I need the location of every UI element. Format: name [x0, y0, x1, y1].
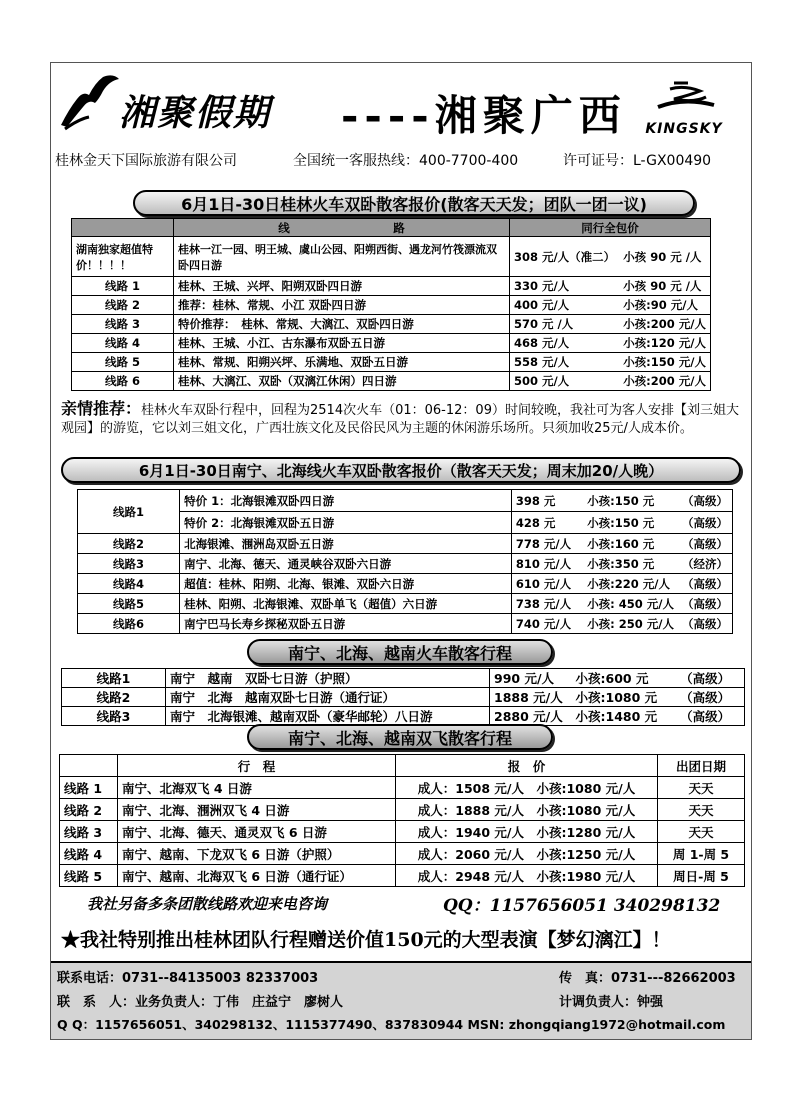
section3-row-grade: （高级） [676, 707, 744, 726]
section4-row-price: 成人：2060 元/人 小孩:1250 元/人 [396, 843, 658, 865]
section3-row-adult: 990 元/人 [490, 669, 572, 688]
company-info-line [51, 149, 751, 171]
section3-row-label: 线路3 [62, 707, 166, 726]
section2-row-adult: 610 元/人 [511, 574, 583, 594]
special-promo: ★我社特别推出桂林团队行程赠送价值150元的大型表演【梦幻漓江】！ [61, 929, 671, 951]
section2-row-adult: 778 元/人 [511, 534, 583, 554]
section2-row-route: 南宁、北海、德天、通灵峡谷双卧六日游 [180, 554, 512, 574]
section2-title: 6月1日-30日南宁、北海线火车双卧散客报价（散客天天发；周末加20/人晚） [61, 457, 741, 483]
section4-row-date: 周 1-周 5 [658, 843, 745, 865]
footer [51, 961, 751, 1039]
section4-row-route: 南宁、越南、下龙双飞 6 日游（护照） [118, 843, 396, 865]
section2-row-grade: （高级） [678, 490, 733, 512]
section2-row-child: 小孩:350 元 [583, 554, 678, 574]
section3-row-route: 南宁 越南 双卧七日游（护照） [166, 669, 490, 688]
section4-row-date: 天天 [658, 799, 745, 821]
section1-header-blank [72, 219, 174, 237]
section1-row-label: 线路 2 [72, 296, 174, 315]
section3-row-route: 南宁 北海银滩、越南双卧（豪华邮轮）八日游 [166, 707, 490, 726]
section2-row-label: 线路4 [78, 574, 180, 594]
header [51, 63, 751, 149]
section2-row-route: 超值：桂林、阳朔、北海、银滩、双卧六日游 [180, 574, 512, 594]
section4-row-route: 南宁、北海、德天、通灵双飞 6 日游 [118, 821, 396, 843]
section1-row-adult: 558 元/人 [509, 353, 619, 372]
section2-row-child: 小孩: 250 元/人 [583, 614, 678, 634]
section3-row-grade: （高级） [676, 688, 744, 707]
section4-row-label: 线路 3 [60, 821, 118, 843]
section1-row-route: 特价推荐： 桂林、常规、大漓江、双卧四日游 [173, 315, 509, 334]
section1-row-route: 桂林一江一园、明王城、虞山公园、阳朔西街、遇龙河竹筏漂流双卧四日游 [173, 237, 509, 277]
section1-row-child: 小孩 90 元 /人 [619, 277, 710, 296]
section1-table [71, 218, 711, 391]
section4-row-date: 天天 [658, 777, 745, 799]
section4-row-date: 天天 [658, 821, 745, 843]
section2-row-child: 小孩: 450 元/人 [583, 594, 678, 614]
section2-row-route: 北海银滩、涠洲岛双卧五日游 [180, 534, 512, 554]
section2-table [77, 489, 733, 634]
section1-row-adult: 400 元/人 [509, 296, 619, 315]
section4-row-price: 成人：1508 元/人 小孩:1080 元/人 [396, 777, 658, 799]
footer-phone: 联系电话：0731--84135003 82337003 [57, 971, 319, 986]
section2-row-adult: 738 元/人 [511, 594, 583, 614]
flyer-page [50, 62, 752, 1040]
section1-row-child: 小孩:120 元/人 [619, 334, 710, 353]
section1-row-child: 小孩:200 元/人 [619, 372, 710, 391]
section4-header-price: 报 价 [396, 755, 658, 777]
section1-row-label: 线路 1 [72, 277, 174, 296]
section1-header-route: 线 路 [173, 219, 509, 237]
section1-row-child: 小孩:200 元/人 [619, 315, 710, 334]
section4-title: 南宁、北海、越南双飞散客行程 [247, 724, 553, 750]
section1-row-route: 桂林、王城、小江、古东瀑布双卧五日游 [173, 334, 509, 353]
section2-row-adult: 398 元 [511, 490, 583, 512]
kingsky-swirl-icon [644, 77, 724, 117]
section1-row-route: 桂林、大漓江、双卧（双漓江休闲）四日游 [173, 372, 509, 391]
section4-row-label: 线路 1 [60, 777, 118, 799]
section4-row-label: 线路 5 [60, 865, 118, 887]
section3-row-route: 南宁 北海 越南双卧七日游（通行证） [166, 688, 490, 707]
section4-row-route: 南宁、越南、北海双飞 6 日游（通行证） [118, 865, 396, 887]
section2-row-grade: （高级） [678, 614, 733, 634]
hotline: 全国统一客服热线：400-7700-400 [293, 153, 519, 169]
section4-row-route: 南宁、北海双飞 4 日游 [118, 777, 396, 799]
section2-row-label: 线路1 [78, 490, 180, 534]
section3-title: 南宁、北海、越南火车散客行程 [247, 639, 553, 665]
brand-subtitle-text: 湘聚广西 [434, 91, 627, 140]
section3-row-adult: 1888 元/人 [490, 688, 572, 707]
section3-row-adult: 2880 元/人 [490, 707, 572, 726]
recommendation-title: 亲情推荐： [61, 399, 142, 418]
section1-row-child: 小孩:150 元/人 [619, 353, 710, 372]
section4-row-date: 周日-周 5 [658, 865, 745, 887]
brand-dash: ---- [341, 91, 435, 140]
section1-row-adult: 570 元 /人 [509, 315, 619, 334]
section2-row-child: 小孩:150 元 [583, 490, 678, 512]
section2-row-route: 特价 2：北海银滩双卧五日游 [180, 512, 512, 534]
section3-row-child: 小孩:1080 元 [572, 688, 677, 707]
license-number: 许可证号：L-GX00490 [563, 153, 712, 169]
footer-fax: 传 真：0731---82662003 [559, 971, 736, 986]
section2-row-route: 南宁巴马长寿乡探秘双卧五日游 [180, 614, 512, 634]
section2-row-grade: （高级） [678, 594, 733, 614]
section1-header-price: 同行全包价 [509, 219, 710, 237]
section1-row-route: 桂林、王城、兴坪、阳朔双卧四日游 [173, 277, 509, 296]
section2-row-adult: 810 元/人 [511, 554, 583, 574]
section3-row-child: 小孩:1480 元 [572, 707, 677, 726]
section2-row-grade: （高级） [678, 534, 733, 554]
section1-row-adult: 468 元/人 [509, 334, 619, 353]
section4-row-label: 线路 4 [60, 843, 118, 865]
section2-row-child: 小孩:220 元/人 [583, 574, 678, 594]
section2-row-label: 线路3 [78, 554, 180, 574]
recommendation-text: 桂林火车双卧行程中，回程为2514次火车（01：06-12：09）时间较晚，我社可为客人安排【刘三姐大观园】的游览，它以刘三姐文化，广西壮族文化及民俗民风为主题的休闲游乐场所。只须加收25元/人成本价。 [61, 403, 739, 436]
footer-qq-msn: Q Q：1157656051、340298132、1115377490、837830944 MSN: zhongqiang1972@hotmail.com [57, 1017, 726, 1032]
footer-contact: 联 系 人：业务负责人：丁伟 庄益宁 廖树人 [57, 995, 344, 1010]
section2-row-grade: （经济） [678, 554, 733, 574]
section2-row-label: 线路6 [78, 614, 180, 634]
section2-row-route: 桂林、阳朔、北海银滩、双卧单飞（超值）六日游 [180, 594, 512, 614]
section1-row-adult: 330 元/人 [509, 277, 619, 296]
brand-subtitle [341, 83, 627, 143]
footer-planner: 计调负责人：钟强 [559, 995, 664, 1010]
section1-row-route: 推荐：桂林、常规、小江 双卧四日游 [173, 296, 509, 315]
section2-row-label: 线路2 [78, 534, 180, 554]
section4-table [59, 754, 745, 887]
section1-row-label: 线路 3 [72, 315, 174, 334]
section1-row-child: 小孩:90 元/人 [619, 296, 710, 315]
section3-row-label: 线路2 [62, 688, 166, 707]
consult-promo: 我社另备多条团散线路欢迎来电咨询 [87, 895, 328, 913]
section2-row-adult: 428 元 [511, 512, 583, 534]
section4-row-route: 南宁、北海、涠洲双飞 4 日游 [118, 799, 396, 821]
section1-row-label: 线路 4 [72, 334, 174, 353]
section1-row-label: 线路 6 [72, 372, 174, 391]
section4-header-route: 行 程 [118, 755, 396, 777]
section1-row-child: 小孩 90 元 /人 [619, 237, 710, 277]
section2-row-child: 小孩:150 元 [583, 512, 678, 534]
section1-row-label: 线路 5 [72, 353, 174, 372]
section1-row-route: 桂林、常规、阳朔兴坪、乐满地、双卧五日游 [173, 353, 509, 372]
section3-row-child: 小孩:600 元 [572, 669, 677, 688]
section3-row-grade: （高级） [676, 669, 744, 688]
section2-row-adult: 740 元/人 [511, 614, 583, 634]
qq-promo: QQ：1157656051 340298132 [443, 896, 721, 916]
section3-row-label: 线路1 [62, 669, 166, 688]
brand-name: 湘聚假期 [119, 92, 272, 134]
kingsky-wordmark: KINGSKY [645, 121, 723, 137]
section1-row-label: 湖南独家超值特 价！！！！ [72, 237, 174, 277]
section2-row-label: 线路5 [78, 594, 180, 614]
section1-row-adult: 308 元/人（准二） [509, 237, 619, 277]
section4-row-label: 线路 2 [60, 799, 118, 821]
section2-row-route: 特价 1：北海银滩双卧四日游 [180, 490, 512, 512]
section2-row-child: 小孩:160 元 [583, 534, 678, 554]
company-name: 桂林金天下国际旅游有限公司 [55, 153, 237, 169]
section4-row-price: 成人：1940 元/人 小孩:1280 元/人 [396, 821, 658, 843]
section1-row-adult: 500 元/人 [509, 372, 619, 391]
section4-header-date: 出团日期 [658, 755, 745, 777]
section4-row-price: 成人：2948 元/人 小孩:1980 元/人 [396, 865, 658, 887]
section3-table [61, 668, 745, 726]
section2-row-grade: （高级） [678, 512, 733, 534]
section2-row-grade: （高级） [678, 574, 733, 594]
kingsky-logo [629, 77, 739, 137]
section4-row-price: 成人：1888 元/人 小孩:1080 元/人 [396, 799, 658, 821]
recommendation-note [61, 400, 745, 438]
mountain-logo-icon [59, 69, 125, 135]
section4-header-blank [60, 755, 118, 777]
section1-title: 6月1日-30日桂林火车双卧散客报价(散客天天发；团队一团一议) [133, 190, 695, 216]
